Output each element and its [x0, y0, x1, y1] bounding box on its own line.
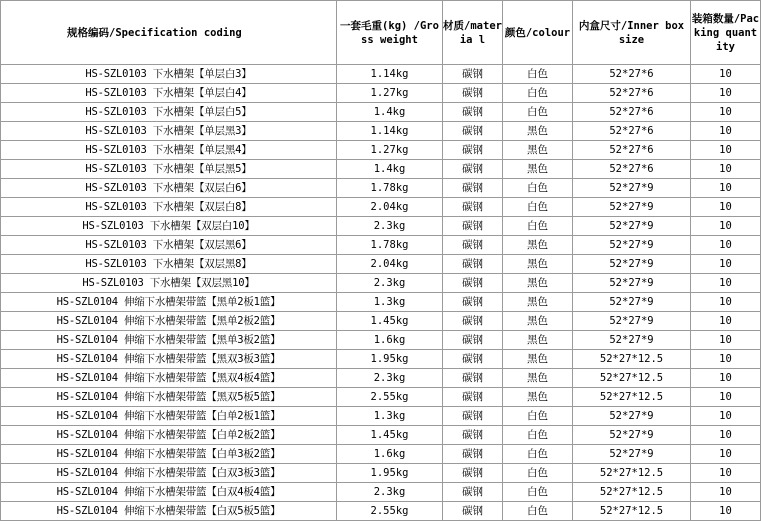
cell-colour[interactable]: 白色: [503, 407, 573, 426]
table-row: [1, 160, 761, 179]
table-row: [1, 350, 761, 369]
cell-colour[interactable]: 黑色: [503, 350, 573, 369]
cell-gross-weight[interactable]: 1.3kg: [337, 293, 443, 312]
cell-colour[interactable]: 白色: [503, 84, 573, 103]
cell-inner-box-size[interactable]: 52*27*6: [573, 160, 691, 179]
cell-material[interactable]: 碳钢: [443, 65, 503, 84]
cell-spec-coding[interactable]: HS-SZL0104 伸缩下水槽架带篮【白双4板4篮】: [1, 483, 337, 502]
cell-inner-box-size[interactable]: 52*27*6: [573, 84, 691, 103]
table-row: [1, 312, 761, 331]
cell-colour[interactable]: 黑色: [503, 160, 573, 179]
cell-packing-quantity[interactable]: 10: [691, 293, 761, 312]
table-row: [1, 236, 761, 255]
cell-colour[interactable]: 白色: [503, 103, 573, 122]
cell-spec-coding[interactable]: HS-SZL0104 伸缩下水槽架带篮【黑双5板5篮】: [1, 388, 337, 407]
cell-spec-coding[interactable]: HS-SZL0104 伸缩下水槽架带篮【黑双4板4篮】: [1, 369, 337, 388]
cell-colour[interactable]: 黑色: [503, 141, 573, 160]
cell-material[interactable]: 碳钢: [443, 502, 503, 521]
cell-material[interactable]: 碳钢: [443, 217, 503, 236]
cell-inner-box-size[interactable]: 52*27*12.5: [573, 502, 691, 521]
cell-inner-box-size[interactable]: 52*27*9: [573, 426, 691, 445]
cell-inner-box-size[interactable]: 52*27*12.5: [573, 388, 691, 407]
cell-colour[interactable]: 白色: [503, 65, 573, 84]
cell-spec-coding[interactable]: HS-SZL0103 下水槽架【单层白5】: [1, 103, 337, 122]
cell-spec-coding[interactable]: HS-SZL0104 伸缩下水槽架带篮【黑单2板1篮】: [1, 293, 337, 312]
cell-packing-quantity[interactable]: 10: [691, 388, 761, 407]
cell-colour[interactable]: 黑色: [503, 293, 573, 312]
cell-spec-coding[interactable]: HS-SZL0103 下水槽架【单层黑5】: [1, 160, 337, 179]
cell-material[interactable]: 碳钢: [443, 388, 503, 407]
cell-colour[interactable]: 白色: [503, 179, 573, 198]
cell-gross-weight[interactable]: 1.6kg: [337, 445, 443, 464]
cell-spec-coding[interactable]: HS-SZL0104 伸缩下水槽架带篮【白双5板5篮】: [1, 502, 337, 521]
table-row: [1, 141, 761, 160]
table-row: [1, 426, 761, 445]
cell-gross-weight[interactable]: 1.6kg: [337, 331, 443, 350]
table-row: [1, 331, 761, 350]
cell-inner-box-size[interactable]: 52*27*9: [573, 331, 691, 350]
cell-inner-box-size[interactable]: 52*27*6: [573, 65, 691, 84]
cell-spec-coding[interactable]: HS-SZL0104 伸缩下水槽架带篮【黑双3板3篮】: [1, 350, 337, 369]
cell-material[interactable]: 碳钢: [443, 160, 503, 179]
cell-packing-quantity[interactable]: 10: [691, 312, 761, 331]
cell-material[interactable]: 碳钢: [443, 331, 503, 350]
table-row: [1, 502, 761, 521]
cell-colour[interactable]: 黑色: [503, 388, 573, 407]
table-row: [1, 445, 761, 464]
cell-material[interactable]: 碳钢: [443, 255, 503, 274]
cell-inner-box-size[interactable]: 52*27*9: [573, 312, 691, 331]
cell-inner-box-size[interactable]: 52*27*9: [573, 255, 691, 274]
cell-colour[interactable]: 白色: [503, 198, 573, 217]
cell-spec-coding[interactable]: HS-SZL0104 伸缩下水槽架带篮【白单2板1篮】: [1, 407, 337, 426]
cell-material[interactable]: 碳钢: [443, 141, 503, 160]
cell-spec-coding[interactable]: HS-SZL0104 伸缩下水槽架带篮【白单2板2篮】: [1, 426, 337, 445]
table-row: [1, 369, 761, 388]
cell-packing-quantity[interactable]: 10: [691, 407, 761, 426]
table-row: [1, 293, 761, 312]
cell-material[interactable]: 碳钢: [443, 236, 503, 255]
cell-gross-weight[interactable]: 2.3kg: [337, 274, 443, 293]
header-colour[interactable]: 颜色/colour: [503, 1, 573, 65]
cell-gross-weight[interactable]: 2.04kg: [337, 198, 443, 217]
table-row: [1, 122, 761, 141]
cell-material[interactable]: 碳钢: [443, 103, 503, 122]
cell-gross-weight[interactable]: 2.55kg: [337, 502, 443, 521]
cell-gross-weight[interactable]: 1.14kg: [337, 65, 443, 84]
cell-packing-quantity[interactable]: 10: [691, 426, 761, 445]
cell-packing-quantity[interactable]: 10: [691, 141, 761, 160]
cell-spec-coding[interactable]: HS-SZL0103 下水槽架【单层白4】: [1, 84, 337, 103]
table-row: [1, 274, 761, 293]
cell-packing-quantity[interactable]: 10: [691, 502, 761, 521]
cell-spec-coding[interactable]: HS-SZL0103 下水槽架【双层白10】: [1, 217, 337, 236]
cell-colour[interactable]: 白色: [503, 217, 573, 236]
cell-gross-weight[interactable]: 1.78kg: [337, 236, 443, 255]
cell-spec-coding[interactable]: HS-SZL0103 下水槽架【单层黑4】: [1, 141, 337, 160]
cell-inner-box-size[interactable]: 52*27*9: [573, 274, 691, 293]
cell-material[interactable]: 碳钢: [443, 369, 503, 388]
cell-material[interactable]: 碳钢: [443, 293, 503, 312]
cell-gross-weight[interactable]: 1.14kg: [337, 122, 443, 141]
cell-packing-quantity[interactable]: 10: [691, 122, 761, 141]
cell-material[interactable]: 碳钢: [443, 464, 503, 483]
cell-inner-box-size[interactable]: 52*27*12.5: [573, 464, 691, 483]
cell-spec-coding[interactable]: HS-SZL0104 伸缩下水槽架带篮【黑单2板2篮】: [1, 312, 337, 331]
cell-material[interactable]: 碳钢: [443, 84, 503, 103]
table-row: [1, 217, 761, 236]
cell-gross-weight[interactable]: 1.4kg: [337, 160, 443, 179]
cell-gross-weight[interactable]: 1.3kg: [337, 407, 443, 426]
cell-gross-weight[interactable]: 1.4kg: [337, 103, 443, 122]
cell-packing-quantity[interactable]: 10: [691, 84, 761, 103]
cell-packing-quantity[interactable]: 10: [691, 350, 761, 369]
cell-colour[interactable]: 白色: [503, 445, 573, 464]
cell-packing-quantity[interactable]: 10: [691, 65, 761, 84]
cell-colour[interactable]: 黑色: [503, 236, 573, 255]
cell-material[interactable]: 碳钢: [443, 312, 503, 331]
cell-gross-weight[interactable]: 2.3kg: [337, 217, 443, 236]
cell-colour[interactable]: 黑色: [503, 312, 573, 331]
cell-colour[interactable]: 黑色: [503, 122, 573, 141]
table-row: [1, 464, 761, 483]
cell-inner-box-size[interactable]: 52*27*9: [573, 198, 691, 217]
table-row: [1, 407, 761, 426]
cell-colour[interactable]: 白色: [503, 464, 573, 483]
cell-spec-coding[interactable]: HS-SZL0103 下水槽架【双层黑10】: [1, 274, 337, 293]
cell-packing-quantity[interactable]: 10: [691, 236, 761, 255]
cell-colour[interactable]: 白色: [503, 483, 573, 502]
cell-inner-box-size[interactable]: 52*27*12.5: [573, 483, 691, 502]
cell-material[interactable]: 碳钢: [443, 350, 503, 369]
table-row: [1, 65, 761, 84]
cell-inner-box-size[interactable]: 52*27*12.5: [573, 369, 691, 388]
cell-gross-weight[interactable]: 2.3kg: [337, 483, 443, 502]
cell-gross-weight[interactable]: 2.55kg: [337, 388, 443, 407]
table-row: [1, 179, 761, 198]
cell-gross-weight[interactable]: 1.45kg: [337, 312, 443, 331]
cell-packing-quantity[interactable]: 10: [691, 331, 761, 350]
cell-gross-weight[interactable]: 1.27kg: [337, 141, 443, 160]
cell-material[interactable]: 碳钢: [443, 445, 503, 464]
table-row: [1, 388, 761, 407]
cell-packing-quantity[interactable]: 10: [691, 369, 761, 388]
cell-colour[interactable]: 黑色: [503, 274, 573, 293]
cell-spec-coding[interactable]: HS-SZL0104 伸缩下水槽架带篮【黑单3板2篮】: [1, 331, 337, 350]
cell-packing-quantity[interactable]: 10: [691, 198, 761, 217]
cell-material[interactable]: 碳钢: [443, 122, 503, 141]
cell-gross-weight[interactable]: 1.95kg: [337, 350, 443, 369]
cell-material[interactable]: 碳钢: [443, 407, 503, 426]
header-inner-box-size[interactable]: 内盒尺寸/Inner box size: [573, 1, 691, 65]
cell-colour[interactable]: 黑色: [503, 369, 573, 388]
cell-material[interactable]: 碳钢: [443, 483, 503, 502]
cell-material[interactable]: 碳钢: [443, 198, 503, 217]
cell-colour[interactable]: 白色: [503, 426, 573, 445]
table-row: [1, 255, 761, 274]
cell-inner-box-size[interactable]: 52*27*6: [573, 141, 691, 160]
cell-inner-box-size[interactable]: 52*27*6: [573, 122, 691, 141]
header-row: [1, 1, 761, 65]
cell-spec-coding[interactable]: HS-SZL0104 伸缩下水槽架带篮【白双3板3篮】: [1, 464, 337, 483]
cell-packing-quantity[interactable]: 10: [691, 103, 761, 122]
cell-colour[interactable]: 白色: [503, 502, 573, 521]
cell-gross-weight[interactable]: 2.3kg: [337, 369, 443, 388]
cell-material[interactable]: 碳钢: [443, 274, 503, 293]
cell-packing-quantity[interactable]: 10: [691, 445, 761, 464]
cell-colour[interactable]: 黑色: [503, 331, 573, 350]
cell-spec-coding[interactable]: HS-SZL0103 下水槽架【双层白6】: [1, 179, 337, 198]
cell-inner-box-size[interactable]: 52*27*9: [573, 407, 691, 426]
table-row: [1, 103, 761, 122]
cell-gross-weight[interactable]: 1.27kg: [337, 84, 443, 103]
cell-packing-quantity[interactable]: 10: [691, 464, 761, 483]
header-packing-quantity[interactable]: 装箱数量/Packing quantity: [691, 1, 761, 65]
cell-spec-coding[interactable]: HS-SZL0103 下水槽架【单层白3】: [1, 65, 337, 84]
cell-gross-weight[interactable]: 1.45kg: [337, 426, 443, 445]
cell-spec-coding[interactable]: HS-SZL0103 下水槽架【双层白8】: [1, 198, 337, 217]
cell-gross-weight[interactable]: 1.78kg: [337, 179, 443, 198]
cell-inner-box-size[interactable]: 52*27*9: [573, 179, 691, 198]
cell-packing-quantity[interactable]: 10: [691, 217, 761, 236]
table-row: [1, 483, 761, 502]
cell-material[interactable]: 碳钢: [443, 426, 503, 445]
cell-inner-box-size[interactable]: 52*27*9: [573, 217, 691, 236]
cell-spec-coding[interactable]: HS-SZL0103 下水槽架【双层黑6】: [1, 236, 337, 255]
cell-material[interactable]: 碳钢: [443, 179, 503, 198]
cell-inner-box-size[interactable]: 52*27*9: [573, 445, 691, 464]
cell-colour[interactable]: 黑色: [503, 255, 573, 274]
cell-packing-quantity[interactable]: 10: [691, 274, 761, 293]
cell-packing-quantity[interactable]: 10: [691, 483, 761, 502]
table-row: [1, 198, 761, 217]
cell-spec-coding[interactable]: HS-SZL0103 下水槽架【双层黑8】: [1, 255, 337, 274]
cell-inner-box-size[interactable]: 52*27*12.5: [573, 350, 691, 369]
cell-packing-quantity[interactable]: 10: [691, 179, 761, 198]
cell-gross-weight[interactable]: 2.04kg: [337, 255, 443, 274]
cell-spec-coding[interactable]: HS-SZL0103 下水槽架【单层黑3】: [1, 122, 337, 141]
header-spec-coding[interactable]: 规格编码/Specification coding: [1, 1, 337, 65]
cell-inner-box-size[interactable]: 52*27*6: [573, 103, 691, 122]
header-material[interactable]: 材质/materia l: [443, 1, 503, 65]
cell-inner-box-size[interactable]: 52*27*9: [573, 236, 691, 255]
cell-gross-weight[interactable]: 1.95kg: [337, 464, 443, 483]
cell-spec-coding[interactable]: HS-SZL0104 伸缩下水槽架带篮【白单3板2篮】: [1, 445, 337, 464]
cell-packing-quantity[interactable]: 10: [691, 160, 761, 179]
header-gross-weight[interactable]: 一套毛重(kg) /Gross weight: [337, 1, 443, 65]
table-row: [1, 84, 761, 103]
cell-packing-quantity[interactable]: 10: [691, 255, 761, 274]
cell-inner-box-size[interactable]: 52*27*9: [573, 293, 691, 312]
